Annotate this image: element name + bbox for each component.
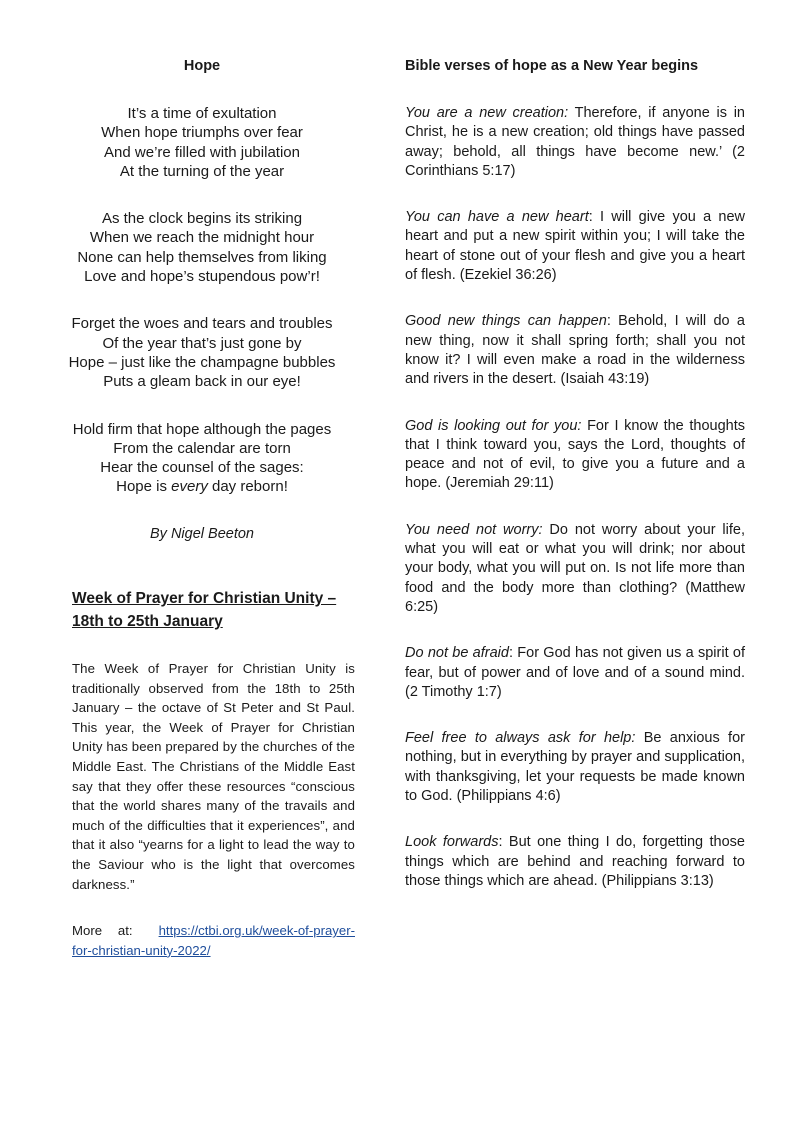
poem-line: None can help themselves from liking [77, 248, 327, 266]
verses-column [405, 57, 745, 918]
poem-stanza [62, 209, 342, 286]
poem-line: From the calendar are torn [113, 439, 291, 457]
week-of-prayer-heading: Week of Prayer for Christian Unity – 18th to 25th January [72, 590, 337, 630]
verse-text: : But one thing I do, forgetting those things which are behind and reaching forward to those things which are ahead. (Philippians 3:13) [405, 834, 745, 889]
poem-line: As the clock begins its striking [101, 210, 303, 228]
verse-lead: Do not be afraid [405, 645, 509, 662]
poem-line: At the turning of the year [119, 162, 285, 180]
verse-item [405, 521, 745, 617]
verses-title: Bible verses of hope as a New Year begins [405, 58, 699, 74]
poem-line: Puts a gleam back in our eye! [103, 373, 301, 391]
verse-lead: You can have a new heart [405, 209, 589, 226]
verse-text: Therefore, if anyone is in Christ, he is a new creation; old things have passed away; behold, all things have become new.’ (2 Corinthians 5:17) [405, 105, 745, 179]
poem-line: Forget the woes and tears and troubles [71, 315, 333, 333]
poem-line: When we reach the midnight hour [89, 229, 315, 247]
verse-lead: Good new things can happen [405, 313, 607, 330]
verse-text: : I will give you a new heart and put a new spirit within you; I will take the heart of stone out of your flesh and give you a heart of flesh. (Ezekiel 36:26) [405, 209, 745, 284]
poem-line: When hope triumphs over fear [101, 124, 303, 142]
poem-line: It’s a time of exultation [127, 105, 277, 122]
poem-column [62, 57, 342, 544]
poem-emphasis: every [171, 478, 208, 496]
poem-line: Hold firm that hope although the pages [72, 420, 332, 438]
week-of-prayer-more [72, 921, 355, 960]
poem-title: Hope [183, 58, 221, 74]
verse-text: : Behold, I will do a new thing, now it shall spring forth; shall you not know it? I will even make a road in the wilderness and rivers in the desert. (Isaiah 43:19) [405, 313, 745, 388]
poem-last-line-start: Hope is [116, 478, 172, 496]
verse-item [405, 417, 745, 494]
poem-byline: By Nigel Beeton [150, 525, 254, 542]
verse-item [405, 208, 745, 285]
week-of-prayer-body: The Week of Prayer for Christian Unity is traditionally observed from the 18th to 25th January – the octave of St Peter and St Paul. This year, the Week of Prayer for Christian Unity has been prepared by the churches of the Middle East. The Christians of the Middle East say that they offer these resources “conscious that the world shares many of the travails and much of the difficulties that it experiences”, and that it also “yearns for a light to lead the way to the Saviour who is the light that overcomes darkness.” [72, 661, 355, 892]
verse-item [405, 833, 745, 891]
more-label: More at: [72, 923, 133, 939]
poem-stanza [62, 314, 342, 391]
verse-text: : For God has not given us a spirit of fear, but of power and of love and of a sound mind. (2 Timothy 1:7) [405, 645, 745, 700]
poem-line: Hope – just like the champagne bubbles [68, 353, 336, 371]
poem-stanza [62, 104, 342, 181]
verse-lead: You are a new creation: [405, 105, 569, 121]
verse-lead: You need not worry: [405, 521, 543, 538]
verse-lead: God is looking out for you: [405, 417, 582, 434]
poem-line: Hear the counsel of the sages: [100, 459, 304, 477]
verse-text: Do not worry about your life, what you will eat or what you will drink; nor about your body, what you will put on. Is not life more than food and the body more than clothing? (Matthew 6:25) [405, 521, 745, 615]
poem-line: Of the year that’s just gone by [102, 334, 302, 352]
poem-line: Love and hope’s stupendous pow’r! [84, 268, 320, 286]
poem-stanza [62, 420, 342, 497]
verse-item [405, 104, 745, 181]
poem-last-line-end: day reborn! [207, 478, 288, 496]
verse-text: For I know the thoughts that I think toward you, says the Lord, thoughts of peace and not of evil, to give you a future and a hope. (Jeremiah 29:11) [405, 417, 745, 492]
week-of-prayer-link[interactable]: https://ctbi.org.uk/week-of-prayer-for-christian-unity-2022/ [72, 923, 355, 958]
poem-line: And we’re filled with jubilation [104, 143, 300, 161]
verse-text: Be anxious for nothing, but in everything by prayer and supplication, with thanksgiving, let your requests be made known to God. (Philippians 4:6) [405, 730, 745, 805]
poem-last-line [62, 477, 342, 496]
verse-item [405, 312, 745, 389]
verse-lead: Feel free to always ask for help: [405, 730, 636, 747]
week-of-prayer-section [72, 587, 355, 960]
verse-item [405, 644, 745, 702]
verse-item [405, 729, 745, 806]
verse-lead: Look forwards [405, 834, 499, 851]
